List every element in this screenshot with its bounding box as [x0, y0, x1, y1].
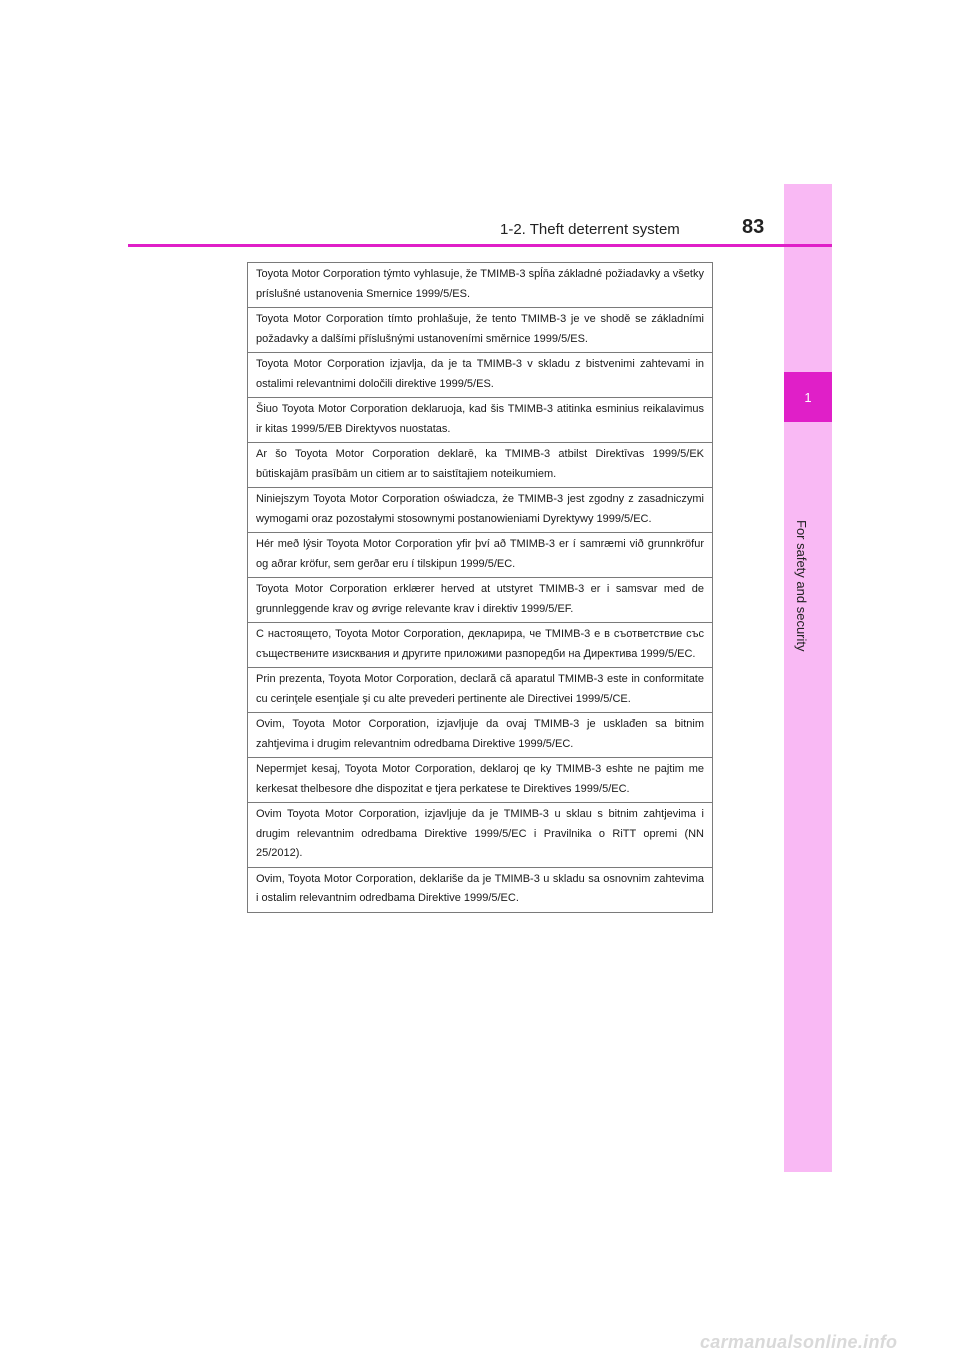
- table-row: [248, 398, 713, 443]
- watermark-logo: carmanualsonline.info: [700, 1332, 898, 1352]
- table-row: [248, 443, 713, 488]
- declaration-serbian: Ovim, Toyota Motor Corporation, deklariše da je TMIMB-3 u skladu sa osnovnim zahtevima i ostalim relevantnim odredbama Direktive 1999/5/EC.: [248, 867, 713, 912]
- table-row: [248, 803, 713, 868]
- table-row: [248, 578, 713, 623]
- declaration-albanian: Nepermjet kesaj, Toyota Motor Corporation, deklaroj qe ky TMIMB-3 eshte ne pajtim me kerkesat thelbesore dhe dispozitat e tjera perkatese te Direktives 1999/5/EC.: [248, 758, 713, 803]
- table-row: [248, 263, 713, 308]
- table-row: [248, 308, 713, 353]
- declaration-bosnian: Ovim, Toyota Motor Corporation, izjavljuje da ovaj TMIMB-3 je usklađen sa bitnim zahtjevima i drugim relevantnim odredbama Direktive 1999/5/EC.: [248, 713, 713, 758]
- section-title: 1-2. Theft deterrent system: [500, 221, 680, 238]
- chapter-side-tab: [784, 184, 832, 1172]
- chapter-number: 1: [784, 372, 832, 422]
- table-row: [248, 668, 713, 713]
- table-row: [248, 623, 713, 668]
- declaration-romanian: Prin prezenta, Toyota Motor Corporation, declară că aparatul TMIMB-3 este in conformitate cu cerinţele esenţiale şi cu alte prevederi pertinente ale Directivei 1999/5/CE.: [248, 668, 713, 713]
- table-row: [248, 713, 713, 758]
- declaration-polish: Niniejszym Toyota Motor Corporation oświadcza, że TMIMB-3 jest zgodny z zasadniczymi wymogami oraz pozostałymi stosownymi postanowieniami Dyrektywy 1999/5/EC.: [248, 488, 713, 533]
- table-row: [248, 488, 713, 533]
- declaration-croatian: Ovim Toyota Motor Corporation, izjavljuje da je TMIMB-3 u sklau s bitnim zahtjevima i drugim relevantnim odredbama Direktive 1999/5/EC i Pravilnika o RiTT opremi (NN 25/2012).: [248, 803, 713, 868]
- declaration-table: [247, 262, 713, 913]
- chapter-title: For safety and security: [794, 520, 809, 652]
- table-row: [248, 353, 713, 398]
- declaration-slovak: Toyota Motor Corporation týmto vyhlasuje, že TMIMB-3 spĺňa základné požiadavky a všetky príslušné ustanovenia Smernice 1999/5/ES.: [248, 263, 713, 308]
- table-row: [248, 533, 713, 578]
- declaration-slovenian: Toyota Motor Corporation izjavlja, da je ta TMIMB-3 v skladu z bistvenimi zahtevami in ostalimi relevantnimi določili direktive 1999/5/ES.: [248, 353, 713, 398]
- declaration-icelandic: Hér með lýsir Toyota Motor Corporation yfir því að TMIMB-3 er í samræmi við grunnkröfur og aðrar kröfur, sem gerðar eru í tilskipun 1999/5/EC.: [248, 533, 713, 578]
- table-row: [248, 758, 713, 803]
- declaration-latvian: Ar šo Toyota Motor Corporation deklarē, ka TMIMB-3 atbilst Direktīvas 1999/5/EK būtiskajām prasībām un citiem ar to saistītajiem noteikumiem.: [248, 443, 713, 488]
- header-rule: [128, 244, 832, 247]
- declaration-norwegian: Toyota Motor Corporation erklærer herved at utstyret TMIMB-3 er i samsvar med de grunnleggende krav og øvrige relevante krav i direktiv 1999/5/EF.: [248, 578, 713, 623]
- declaration-czech: Toyota Motor Corporation tímto prohlašuje, že tento TMIMB-3 je ve shodě se základními požadavky a dalšími příslušnými ustanoveními směrnice 1999/5/ES.: [248, 308, 713, 353]
- declaration-lithuanian: Šiuo Toyota Motor Corporation deklaruoja, kad šis TMIMB-3 atitinka esminius reikalavimus ir kitas 1999/5/EB Direktyvos nuostatas.: [248, 398, 713, 443]
- declaration-bulgarian: С настоящето, Toyota Motor Corporation, декларира, че TMIMB-3 е в съответствие със съществените изисквания и другите приложими разпоредби на Директива 1999/5/EC.: [248, 623, 713, 668]
- page-number: 83: [742, 216, 765, 238]
- table-row: [248, 867, 713, 912]
